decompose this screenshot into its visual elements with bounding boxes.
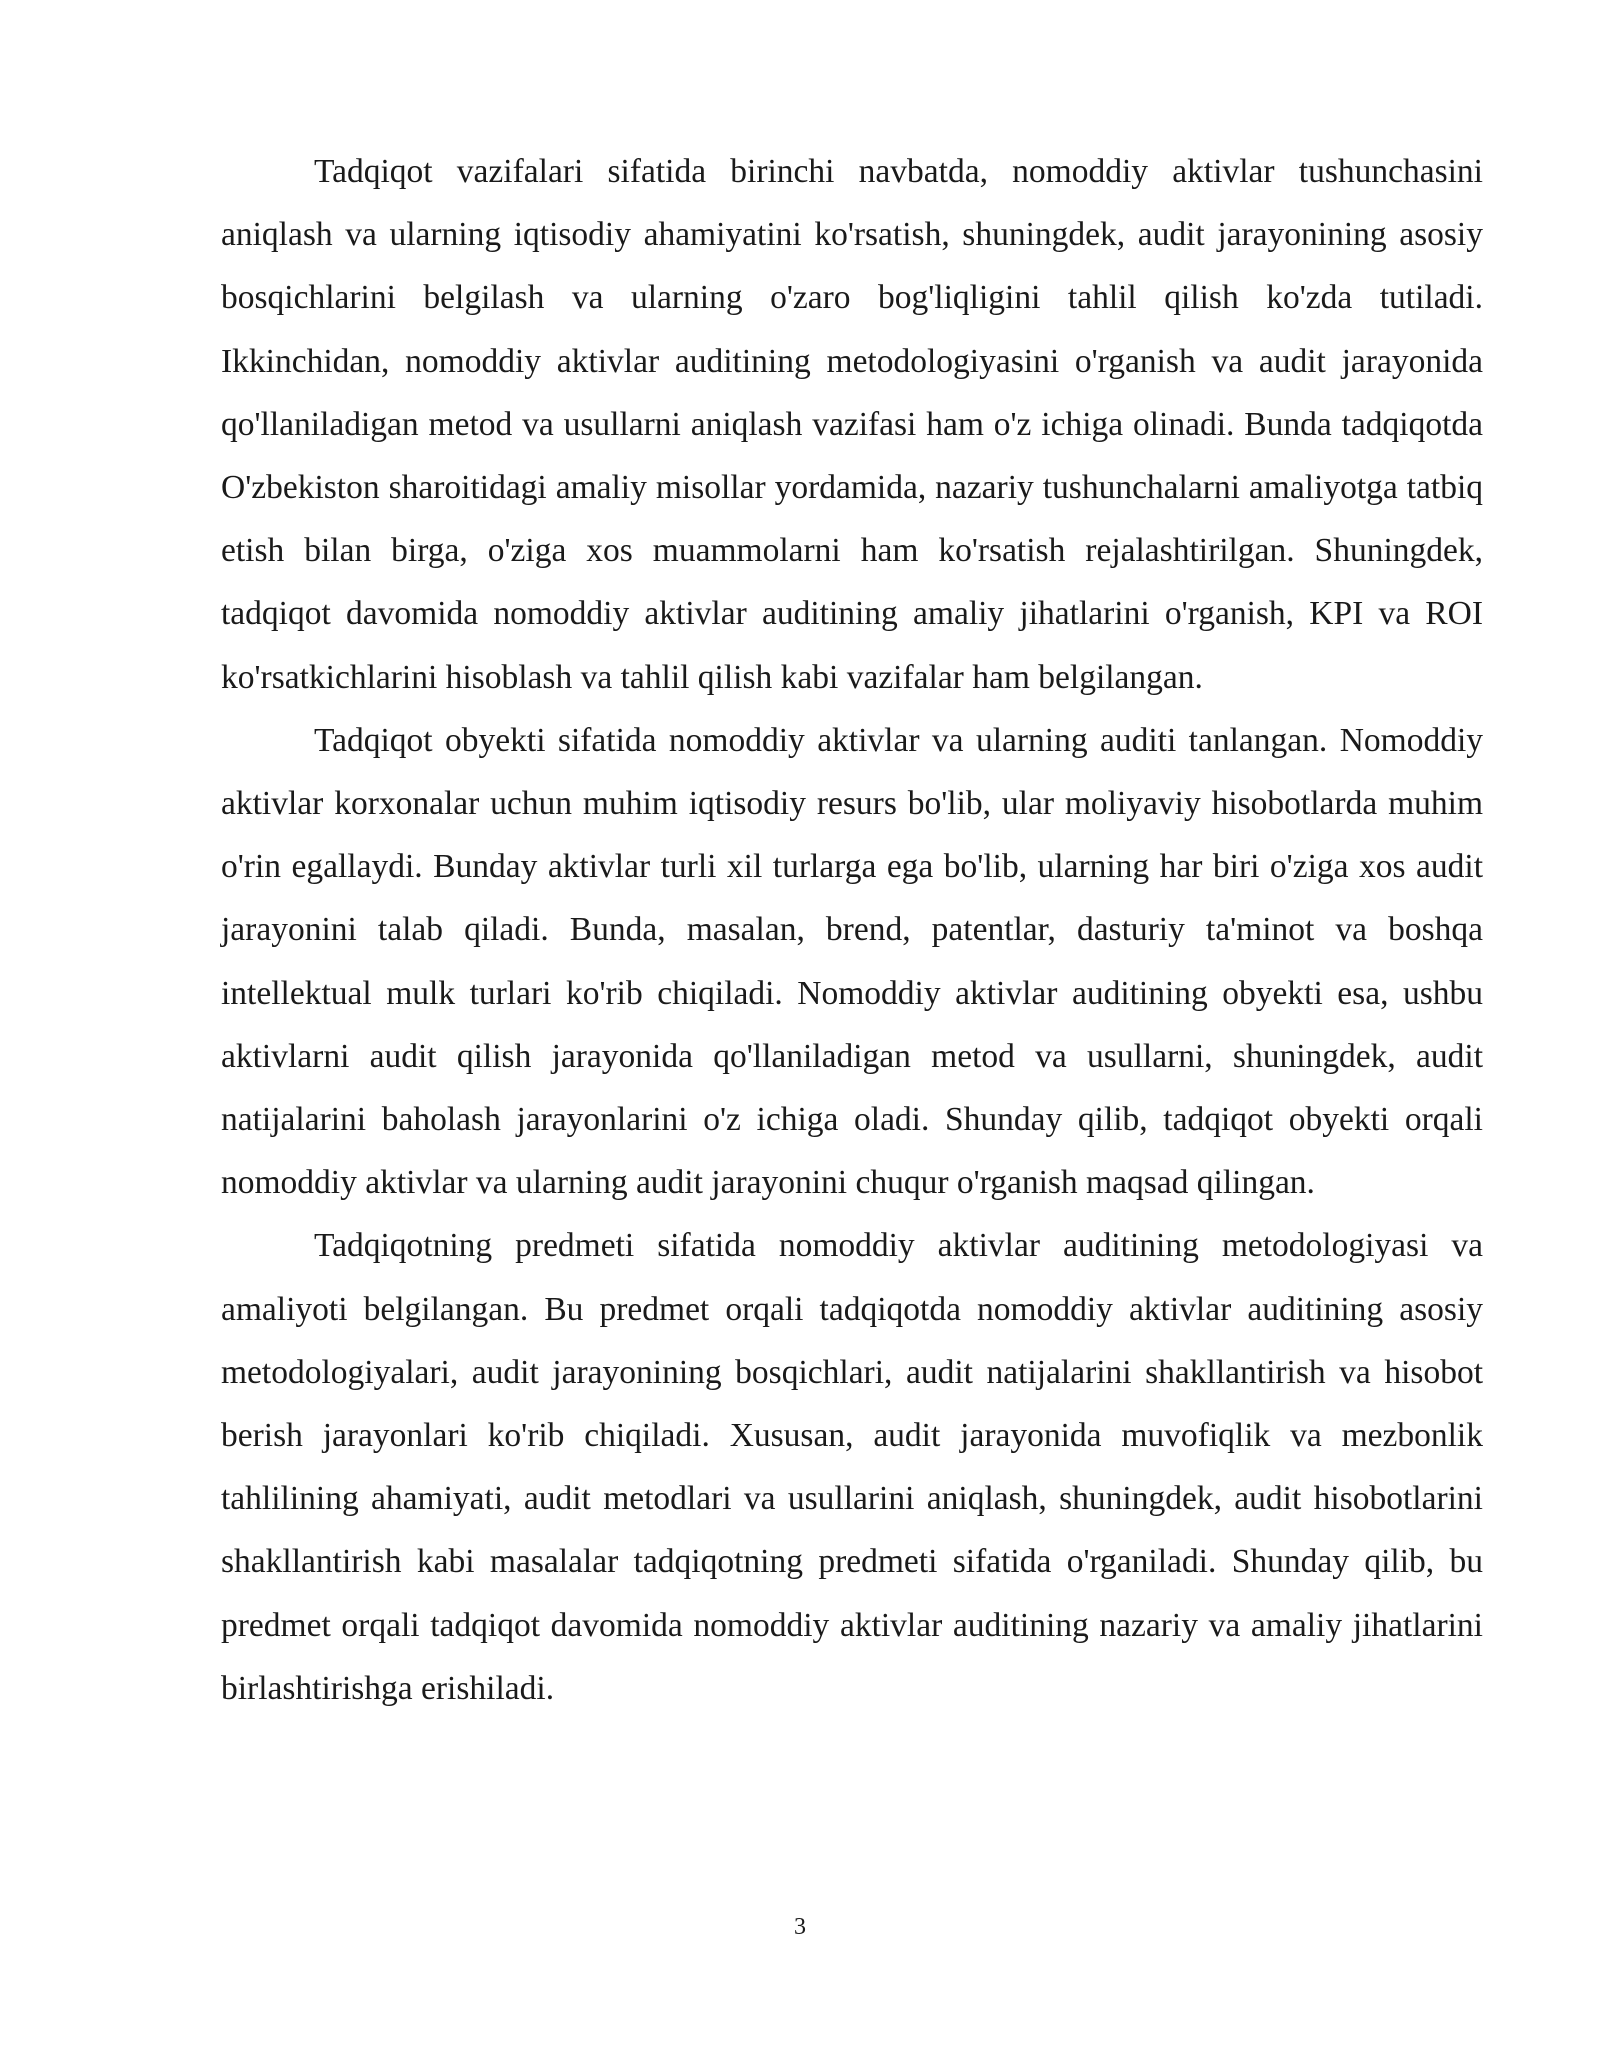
paragraph-research-tasks: Tadqiqot vazifalari sifatida birinchi navbatda, nomoddiy aktivlar tushunchasini aniqlash va ularning iqtisodiy ahamiyatini ko'rsatish, shuningdek, audit jarayonining asosiy bosqichlarini belgilash va ularning o'zaro bog'liqligini tahlil qilish ko'zda tutiladi. Ikkinchidan, nomoddiy aktivlar auditining metodologiyasini o'rganish va audit jarayonida qo'llaniladigan metod va usullarni aniqlash vazifasi ham o'z ichiga olinadi. Bunda tadqiqotda O'zbekiston sharoitidagi amaliy misollar yordamida, nazariy tushunchalarni amaliyotga tatbiq etish bilan birga, o'ziga xos muammolarni ham ko'rsatish rejalashtirilgan. Shuningdek, tadqiqot davomida nomoddiy aktivlar auditining amaliy jihatlarini o'rganish, KPI va ROI ko'rsatkichlarini hisoblash va tahlil qilish kabi vazifalar ham belgilangan. [221, 153, 1483, 696]
paragraph-research-subject: Tadqiqotning predmeti sifatida nomoddiy aktivlar auditining metodologiyasi va amaliyoti belgilangan. Bu predmet orqali tadqiqotda nomoddiy aktivlar auditining asosiy metodologiyalari, audit jarayonining bosqichlari, audit natijalarini shakllantirish va hisobot berish jarayonlari ko'rib chiqiladi. Xususan, audit jarayonida muvofiqlik va mezbonlik tahlilining ahamiyati, audit metodlari va usullarini aniqlash, shuningdek, audit hisobotlarini shakllantirish kabi masalalar tadqiqotning predmeti sifatida o'rganiladi. Shunday qilib, bu predmet orqali tadqiqot davomida nomoddiy aktivlar auditining nazariy va amaliy jihatlarini birlashtirishga erishiladi. [221, 1227, 1483, 1707]
paragraph-research-object: Tadqiqot obyekti sifatida nomoddiy aktivlar va ularning auditi tanlangan. Nomoddiy aktivlar korxonalar uchun muhim iqtisodiy resurs bo'lib, ular moliyaviy hisobotlarda muhim o'rin egallaydi. Bunday aktivlar turli xil turlarga ega bo'lib, ularning har biri o'ziga xos audit jarayonini talab qiladi. Bunda, masalan, brend, patentlar, dasturiy ta'minot va boshqa intellektual mulk turlari ko'rib chiqiladi. Nomoddiy aktivlar auditining obyekti esa, ushbu aktivlarni audit qilish jarayonida qo'llaniladigan metod va usullarni, shuningdek, audit natijalarini baholash jarayonlarini o'z ichiga oladi. Shunday qilib, tadqiqot obyekti orqali nomoddiy aktivlar va ularning audit jarayonini chuqur o'rganish maqsad qilingan. [221, 721, 1483, 1202]
page-number: 3 [794, 1914, 806, 1940]
body-text [221, 140, 1483, 1720]
